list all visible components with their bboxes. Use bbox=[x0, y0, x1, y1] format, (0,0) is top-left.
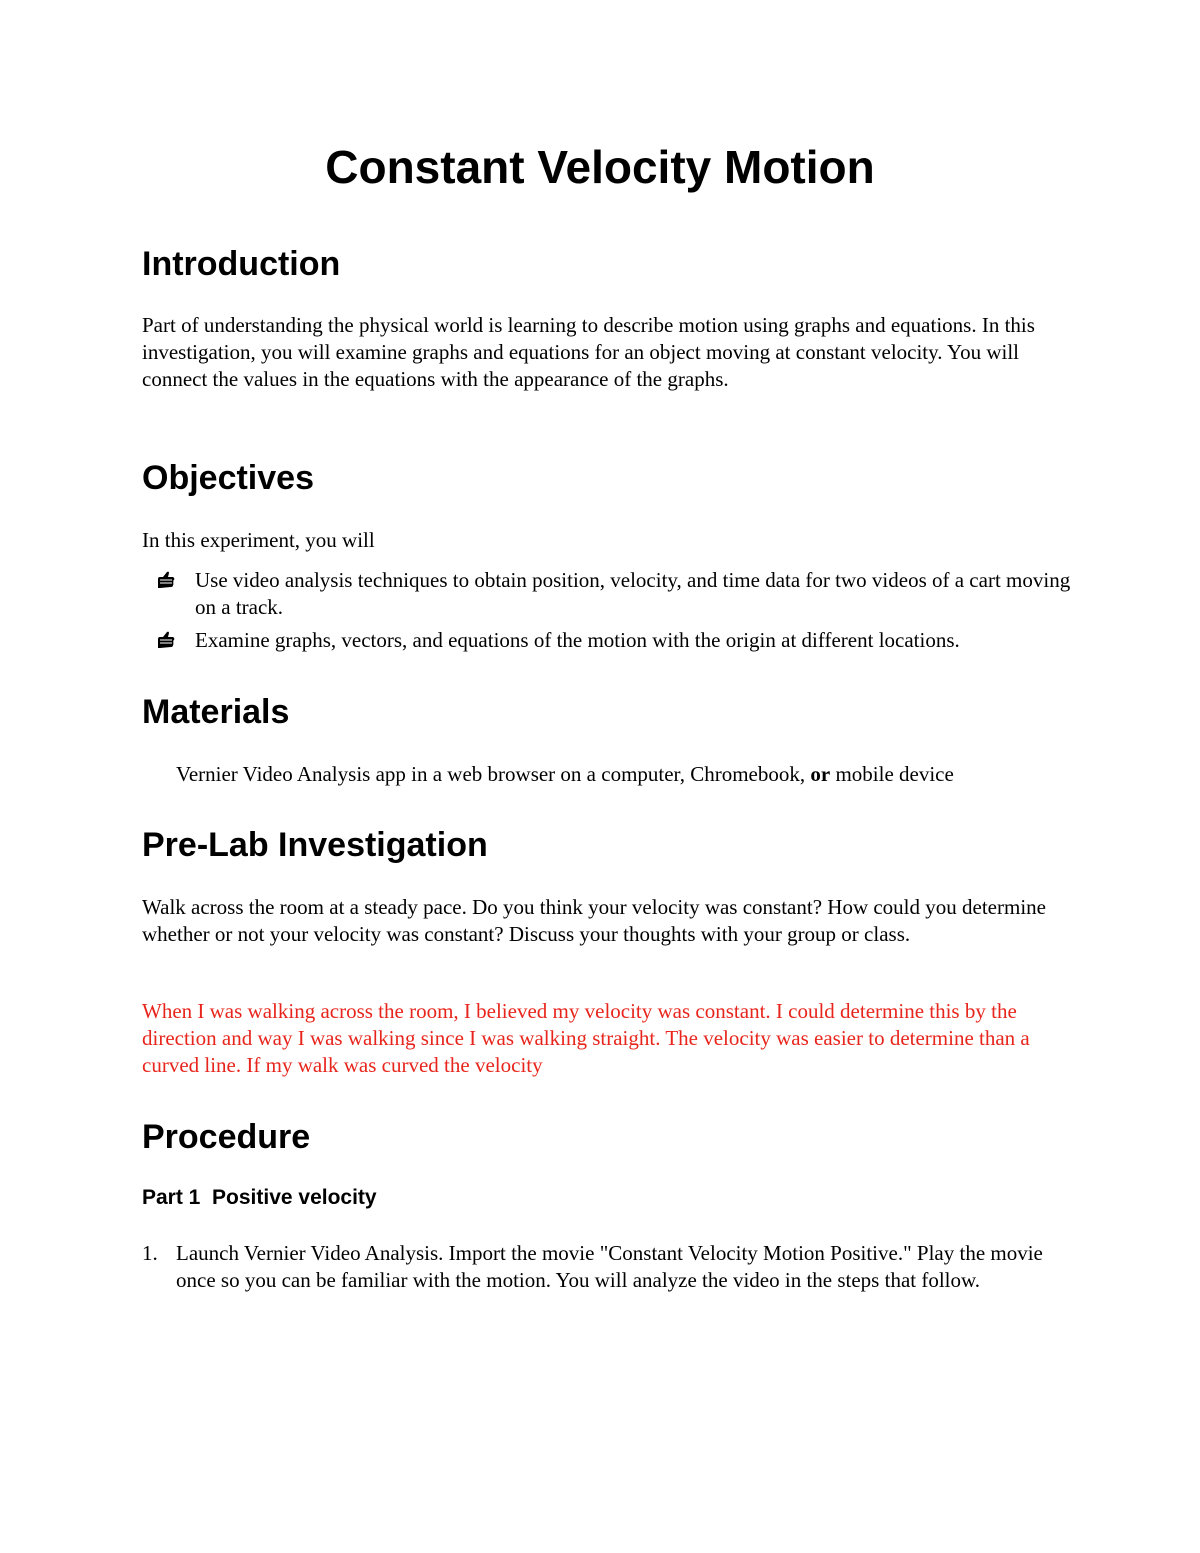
introduction-heading: Introduction bbox=[142, 245, 341, 283]
introduction-text: Part of understanding the physical world is learning to describe motion using graphs and equations. In this investigation, you will examine graphs and equations for an object moving at constant velocity. You will connect the values in the equations with the appearance of the graphs. bbox=[142, 313, 1035, 391]
materials-text bbox=[176, 761, 1076, 788]
materials-text-bold: or bbox=[810, 762, 831, 786]
prelab-question: Walk across the room at a steady pace. Do you think your velocity was constant? How could you determine whether or not your velocity was constant? Discuss your thoughts with your group or class. bbox=[142, 895, 1046, 946]
materials-text-part: Vernier Video Analysis app in a web browser on a computer, Chromebook, bbox=[176, 762, 811, 786]
prelab-answer: When I was walking across the room, I believed my velocity was constant. I could determine this by the direction and way I was walking since I was walking straight. The velocity was easier to determine than a curved line. If my walk was curved the velocity bbox=[142, 999, 1030, 1077]
page-title: Constant Velocity Motion bbox=[325, 141, 875, 193]
pointing-hand-icon bbox=[156, 630, 176, 650]
objectives-lead: In this experiment, you will bbox=[142, 528, 375, 552]
objective-item-text: Use video analysis techniques to obtain position, velocity, and time data for two videos of a cart moving on a track. bbox=[195, 568, 1071, 619]
pointing-hand-icon bbox=[156, 570, 176, 590]
objectives-heading: Objectives bbox=[142, 459, 314, 497]
step-number: 1. bbox=[142, 1241, 158, 1265]
procedure-heading: Procedure bbox=[142, 1118, 311, 1156]
objective-item-text: Examine graphs, vectors, and equations of the motion with the origin at different locations. bbox=[195, 628, 960, 652]
materials-text-part: mobile device bbox=[830, 762, 954, 786]
step-text: Launch Vernier Video Analysis. Import the movie "Constant Velocity Motion Positive." Play the movie once so you can be familiar with the motion. You will analyze the video in the steps that follow. bbox=[176, 1241, 1043, 1292]
materials-heading: Materials bbox=[142, 693, 290, 731]
prelab-heading: Pre-Lab Investigation bbox=[142, 826, 488, 864]
part-1-heading: Part 1 Positive velocity bbox=[142, 1186, 377, 1209]
